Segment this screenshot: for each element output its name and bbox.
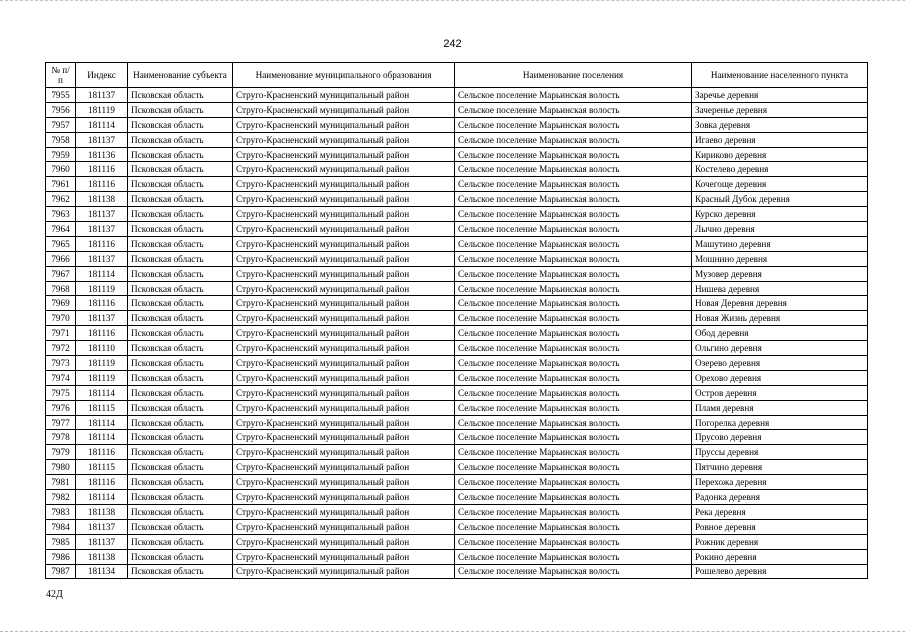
locality-name-cell: Красный Дубок деревня <box>692 192 868 207</box>
table-row <box>46 490 868 505</box>
locality-name-cell: Зовка деревня <box>692 117 868 132</box>
settlement-name-cell: Сельское поселение Марьинская волость <box>455 162 692 177</box>
row-number-cell: 7975 <box>46 385 76 400</box>
municipality-name-cell: Струго-Красненский муниципальный район <box>233 341 455 356</box>
table-row <box>46 177 868 192</box>
municipality-name-cell: Струго-Красненский муниципальный район <box>233 266 455 281</box>
settlement-name-cell: Сельское поселение Марьинская волость <box>455 236 692 251</box>
row-number-cell: 7983 <box>46 504 76 519</box>
table-row <box>46 445 868 460</box>
locality-name-cell: Обод деревня <box>692 326 868 341</box>
postal-index-cell: 181110 <box>76 341 128 356</box>
table-header-row <box>46 63 868 88</box>
table-row <box>46 519 868 534</box>
table-row <box>46 132 868 147</box>
settlement-name-cell: Сельское поселение Марьинская волость <box>455 356 692 371</box>
table-row <box>46 415 868 430</box>
subject-name-cell: Псковская область <box>128 490 233 505</box>
table-row <box>46 281 868 296</box>
subject-name-cell: Псковская область <box>128 504 233 519</box>
subject-name-cell: Псковская область <box>128 296 233 311</box>
postal-index-cell: 181137 <box>76 251 128 266</box>
row-number-cell: 7961 <box>46 177 76 192</box>
postal-index-cell: 181114 <box>76 415 128 430</box>
subject-name-cell: Псковская область <box>128 207 233 222</box>
subject-name-cell: Псковская область <box>128 236 233 251</box>
row-number-cell: 7977 <box>46 415 76 430</box>
subject-name-cell: Псковская область <box>128 370 233 385</box>
header-index: Индекс <box>76 63 128 88</box>
postal-index-cell: 181114 <box>76 385 128 400</box>
subject-name-cell: Псковская область <box>128 326 233 341</box>
row-number-cell: 7963 <box>46 207 76 222</box>
row-number-cell: 7970 <box>46 311 76 326</box>
subject-name-cell: Псковская область <box>128 117 233 132</box>
municipality-name-cell: Струго-Красненский муниципальный район <box>233 370 455 385</box>
municipality-name-cell: Струго-Красненский муниципальный район <box>233 102 455 117</box>
footer-code: 42Д <box>46 589 63 600</box>
municipality-name-cell: Струго-Красненский муниципальный район <box>233 519 455 534</box>
municipality-name-cell: Струго-Красненский муниципальный район <box>233 445 455 460</box>
postal-index-cell: 181137 <box>76 534 128 549</box>
postal-index-cell: 181114 <box>76 430 128 445</box>
row-number-cell: 7964 <box>46 222 76 237</box>
municipality-name-cell: Струго-Красненский муниципальный район <box>233 147 455 162</box>
subject-name-cell: Псковская область <box>128 162 233 177</box>
postal-index-cell: 181137 <box>76 311 128 326</box>
settlement-name-cell: Сельское поселение Марьинская волость <box>455 445 692 460</box>
table-row <box>46 400 868 415</box>
row-number-cell: 7957 <box>46 117 76 132</box>
settlement-name-cell: Сельское поселение Марьинская волость <box>455 207 692 222</box>
postal-index-cell: 181136 <box>76 147 128 162</box>
locality-name-cell: Костелево деревня <box>692 162 868 177</box>
settlement-name-cell: Сельское поселение Марьинская волость <box>455 251 692 266</box>
subject-name-cell: Псковская область <box>128 564 233 579</box>
settlement-name-cell: Сельское поселение Марьинская волость <box>455 311 692 326</box>
subject-name-cell: Псковская область <box>128 356 233 371</box>
header-locality: Наименование населенного пункта <box>692 63 868 88</box>
postal-index-cell: 181138 <box>76 192 128 207</box>
settlement-name-cell: Сельское поселение Марьинская волость <box>455 341 692 356</box>
subject-name-cell: Псковская область <box>128 475 233 490</box>
settlement-name-cell: Сельское поселение Марьинская волость <box>455 400 692 415</box>
locality-name-cell: Машутино деревня <box>692 236 868 251</box>
subject-name-cell: Псковская область <box>128 400 233 415</box>
table-row <box>46 192 868 207</box>
subject-name-cell: Псковская область <box>128 281 233 296</box>
row-number-cell: 7968 <box>46 281 76 296</box>
postal-index-cell: 181115 <box>76 460 128 475</box>
row-number-cell: 7979 <box>46 445 76 460</box>
postal-index-cell: 181115 <box>76 400 128 415</box>
subject-name-cell: Псковская область <box>128 88 233 103</box>
municipality-name-cell: Струго-Красненский муниципальный район <box>233 385 455 400</box>
table-row <box>46 207 868 222</box>
row-number-cell: 7956 <box>46 102 76 117</box>
postal-index-cell: 181116 <box>76 475 128 490</box>
table-row <box>46 475 868 490</box>
municipality-name-cell: Струго-Красненский муниципальный район <box>233 460 455 475</box>
postal-index-cell: 181134 <box>76 564 128 579</box>
postal-index-cell: 181137 <box>76 519 128 534</box>
municipality-name-cell: Струго-Красненский муниципальный район <box>233 222 455 237</box>
municipality-name-cell: Струго-Красненский муниципальный район <box>233 192 455 207</box>
row-number-cell: 7962 <box>46 192 76 207</box>
postal-index-cell: 181137 <box>76 207 128 222</box>
header-municipality: Наименование муниципального образования <box>233 63 455 88</box>
row-number-cell: 7966 <box>46 251 76 266</box>
postal-index-cell: 181138 <box>76 549 128 564</box>
locality-name-cell: Орехово деревня <box>692 370 868 385</box>
table-row <box>46 311 868 326</box>
header-subject: Наименование субъекта <box>128 63 233 88</box>
subject-name-cell: Псковская область <box>128 251 233 266</box>
settlement-name-cell: Сельское поселение Марьинская волость <box>455 296 692 311</box>
municipality-name-cell: Струго-Красненский муниципальный район <box>233 490 455 505</box>
settlement-name-cell: Сельское поселение Марьинская волость <box>455 415 692 430</box>
locality-name-cell: Кочегоще деревня <box>692 177 868 192</box>
locality-name-cell: Погорелка деревня <box>692 415 868 430</box>
locality-name-cell: Ровное деревня <box>692 519 868 534</box>
municipality-name-cell: Струго-Красненский муниципальный район <box>233 326 455 341</box>
header-number: № п/п <box>46 63 76 88</box>
postal-index-cell: 181119 <box>76 102 128 117</box>
page-number: 242 <box>443 38 462 50</box>
municipality-name-cell: Струго-Красненский муниципальный район <box>233 88 455 103</box>
locality-name-cell: Пруссы деревня <box>692 445 868 460</box>
locality-name-cell: Заречье деревня <box>692 88 868 103</box>
settlement-name-cell: Сельское поселение Марьинская волость <box>455 519 692 534</box>
municipality-name-cell: Струго-Красненский муниципальный район <box>233 296 455 311</box>
settlement-name-cell: Сельское поселение Марьинская волость <box>455 177 692 192</box>
municipality-name-cell: Струго-Красненский муниципальный район <box>233 475 455 490</box>
postal-index-cell: 181116 <box>76 236 128 251</box>
subject-name-cell: Псковская область <box>128 222 233 237</box>
municipality-name-cell: Струго-Красненский муниципальный район <box>233 281 455 296</box>
settlement-name-cell: Сельское поселение Марьинская волость <box>455 281 692 296</box>
postal-index-cell: 181114 <box>76 266 128 281</box>
settlement-name-cell: Сельское поселение Марьинская волость <box>455 385 692 400</box>
locality-name-cell: Пятчино деревня <box>692 460 868 475</box>
settlement-name-cell: Сельское поселение Марьинская волость <box>455 370 692 385</box>
settlement-name-cell: Сельское поселение Марьинская волость <box>455 147 692 162</box>
table-row <box>46 236 868 251</box>
settlement-name-cell: Сельское поселение Марьинская волость <box>455 490 692 505</box>
row-number-cell: 7973 <box>46 356 76 371</box>
locality-name-cell: Рожник деревня <box>692 534 868 549</box>
locality-name-cell: Зачеренье деревня <box>692 102 868 117</box>
scan-edge-top <box>0 0 905 4</box>
table-row <box>46 296 868 311</box>
settlement-name-cell: Сельское поселение Марьинская волость <box>455 192 692 207</box>
postal-index-cell: 181116 <box>76 162 128 177</box>
subject-name-cell: Псковская область <box>128 311 233 326</box>
row-number-cell: 7974 <box>46 370 76 385</box>
subject-name-cell: Псковская область <box>128 341 233 356</box>
row-number-cell: 7978 <box>46 430 76 445</box>
subject-name-cell: Псковская область <box>128 147 233 162</box>
subject-name-cell: Псковская область <box>128 430 233 445</box>
settlements-table <box>45 62 868 579</box>
subject-name-cell: Псковская область <box>128 192 233 207</box>
settlement-name-cell: Сельское поселение Марьинская волость <box>455 222 692 237</box>
row-number-cell: 7971 <box>46 326 76 341</box>
locality-name-cell: Пламя деревня <box>692 400 868 415</box>
locality-name-cell: Нишева деревня <box>692 281 868 296</box>
postal-index-cell: 181116 <box>76 177 128 192</box>
row-number-cell: 7960 <box>46 162 76 177</box>
postal-index-cell: 181138 <box>76 504 128 519</box>
subject-name-cell: Псковская область <box>128 385 233 400</box>
subject-name-cell: Псковская область <box>128 102 233 117</box>
row-number-cell: 7976 <box>46 400 76 415</box>
municipality-name-cell: Струго-Красненский муниципальный район <box>233 207 455 222</box>
locality-name-cell: Новая Жизнь деревня <box>692 311 868 326</box>
table-row <box>46 385 868 400</box>
settlement-name-cell: Сельское поселение Марьинская волость <box>455 504 692 519</box>
table-row <box>46 549 868 564</box>
postal-index-cell: 181116 <box>76 296 128 311</box>
row-number-cell: 7987 <box>46 564 76 579</box>
municipality-name-cell: Струго-Красненский муниципальный район <box>233 251 455 266</box>
locality-name-cell: Озерево деревня <box>692 356 868 371</box>
settlement-name-cell: Сельское поселение Марьинская волость <box>455 430 692 445</box>
row-number-cell: 7972 <box>46 341 76 356</box>
row-number-cell: 7980 <box>46 460 76 475</box>
row-number-cell: 7965 <box>46 236 76 251</box>
postal-index-cell: 181137 <box>76 88 128 103</box>
subject-name-cell: Псковская область <box>128 266 233 281</box>
postal-index-cell: 181119 <box>76 281 128 296</box>
locality-name-cell: Рокино деревня <box>692 549 868 564</box>
table-row <box>46 356 868 371</box>
subject-name-cell: Псковская область <box>128 534 233 549</box>
locality-name-cell: Река деревня <box>692 504 868 519</box>
settlement-name-cell: Сельское поселение Марьинская волость <box>455 326 692 341</box>
table-row <box>46 147 868 162</box>
settlement-name-cell: Сельское поселение Марьинская волость <box>455 266 692 281</box>
locality-name-cell: Лычно деревня <box>692 222 868 237</box>
row-number-cell: 7984 <box>46 519 76 534</box>
locality-name-cell: Новая Деревня деревня <box>692 296 868 311</box>
subject-name-cell: Псковская область <box>128 549 233 564</box>
table-row <box>46 430 868 445</box>
municipality-name-cell: Струго-Красненский муниципальный район <box>233 132 455 147</box>
postal-index-cell: 181114 <box>76 490 128 505</box>
postal-index-cell: 181116 <box>76 445 128 460</box>
table-row <box>46 504 868 519</box>
locality-name-cell: Рошелево деревня <box>692 564 868 579</box>
settlement-name-cell: Сельское поселение Марьинская волость <box>455 564 692 579</box>
row-number-cell: 7967 <box>46 266 76 281</box>
subject-name-cell: Псковская область <box>128 177 233 192</box>
municipality-name-cell: Струго-Красненский муниципальный район <box>233 356 455 371</box>
table-row <box>46 102 868 117</box>
municipality-name-cell: Струго-Красненский муниципальный район <box>233 415 455 430</box>
locality-name-cell: Остров деревня <box>692 385 868 400</box>
postal-index-cell: 181116 <box>76 326 128 341</box>
municipality-name-cell: Струго-Красненский муниципальный район <box>233 564 455 579</box>
municipality-name-cell: Струго-Красненский муниципальный район <box>233 430 455 445</box>
table-row <box>46 370 868 385</box>
subject-name-cell: Псковская область <box>128 132 233 147</box>
locality-name-cell: Прусово деревня <box>692 430 868 445</box>
settlement-name-cell: Сельское поселение Марьинская волость <box>455 117 692 132</box>
table-row <box>46 117 868 132</box>
locality-name-cell: Радонка деревня <box>692 490 868 505</box>
subject-name-cell: Псковская область <box>128 445 233 460</box>
subject-name-cell: Псковская область <box>128 460 233 475</box>
row-number-cell: 7982 <box>46 490 76 505</box>
postal-index-cell: 181137 <box>76 132 128 147</box>
postal-index-cell: 181137 <box>76 222 128 237</box>
municipality-name-cell: Струго-Красненский муниципальный район <box>233 236 455 251</box>
table-row <box>46 88 868 103</box>
table-row <box>46 534 868 549</box>
locality-name-cell: Курско деревня <box>692 207 868 222</box>
locality-name-cell: Мошнино деревня <box>692 251 868 266</box>
postal-index-cell: 181119 <box>76 370 128 385</box>
table-row <box>46 460 868 475</box>
table-row <box>46 266 868 281</box>
municipality-name-cell: Струго-Красненский муниципальный район <box>233 534 455 549</box>
table-row <box>46 251 868 266</box>
row-number-cell: 7955 <box>46 88 76 103</box>
settlement-name-cell: Сельское поселение Марьинская волость <box>455 549 692 564</box>
municipality-name-cell: Струго-Красненский муниципальный район <box>233 504 455 519</box>
settlement-name-cell: Сельское поселение Марьинская волость <box>455 534 692 549</box>
settlement-name-cell: Сельское поселение Марьинская волость <box>455 475 692 490</box>
municipality-name-cell: Струго-Красненский муниципальный район <box>233 400 455 415</box>
settlement-name-cell: Сельское поселение Марьинская волость <box>455 88 692 103</box>
locality-name-cell: Перехожа деревня <box>692 475 868 490</box>
scan-edge-bottom <box>0 631 905 636</box>
table-row <box>46 162 868 177</box>
postal-index-cell: 181114 <box>76 117 128 132</box>
table-row <box>46 222 868 237</box>
subject-name-cell: Псковская область <box>128 415 233 430</box>
table-body <box>46 88 868 579</box>
settlement-name-cell: Сельское поселение Марьинская волость <box>455 132 692 147</box>
row-number-cell: 7981 <box>46 475 76 490</box>
locality-name-cell: Музовер деревня <box>692 266 868 281</box>
header-settlement: Наименование поселения <box>455 63 692 88</box>
settlement-name-cell: Сельское поселение Марьинская волость <box>455 460 692 475</box>
municipality-name-cell: Струго-Красненский муниципальный район <box>233 177 455 192</box>
row-number-cell: 7958 <box>46 132 76 147</box>
municipality-name-cell: Струго-Красненский муниципальный район <box>233 549 455 564</box>
locality-name-cell: Ольгино деревня <box>692 341 868 356</box>
row-number-cell: 7969 <box>46 296 76 311</box>
municipality-name-cell: Струго-Красненский муниципальный район <box>233 311 455 326</box>
row-number-cell: 7985 <box>46 534 76 549</box>
row-number-cell: 7959 <box>46 147 76 162</box>
table-row <box>46 564 868 579</box>
subject-name-cell: Псковская область <box>128 519 233 534</box>
municipality-name-cell: Струго-Красненский муниципальный район <box>233 162 455 177</box>
row-number-cell: 7986 <box>46 549 76 564</box>
table-row <box>46 341 868 356</box>
settlement-name-cell: Сельское поселение Марьинская волость <box>455 102 692 117</box>
table-row <box>46 326 868 341</box>
locality-name-cell: Кириково деревня <box>692 147 868 162</box>
locality-name-cell: Игаево деревня <box>692 132 868 147</box>
municipality-name-cell: Струго-Красненский муниципальный район <box>233 117 455 132</box>
postal-index-cell: 181119 <box>76 356 128 371</box>
